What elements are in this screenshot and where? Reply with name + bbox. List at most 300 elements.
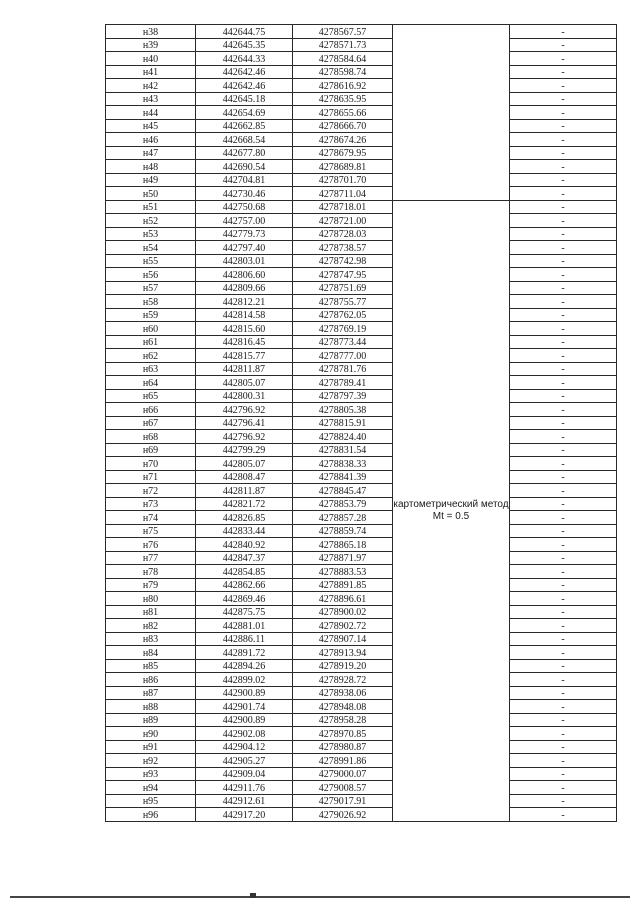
table-row [106, 794, 617, 808]
accuracy-dash-cell: - [510, 403, 617, 417]
x-coordinate-cell: 442796.92 [196, 403, 293, 417]
table-row [106, 740, 617, 754]
y-coordinate-cell: 4278919.20 [293, 659, 393, 673]
table-row [106, 146, 617, 160]
point-name-cell: н96 [106, 808, 196, 822]
y-coordinate-cell: 4278831.54 [293, 443, 393, 457]
y-coordinate-cell: 4278721.00 [293, 214, 393, 228]
point-name-cell: н77 [106, 551, 196, 565]
x-coordinate-cell: 442821.72 [196, 497, 293, 511]
point-name-cell: н52 [106, 214, 196, 228]
y-coordinate-cell: 4278797.39 [293, 389, 393, 403]
y-coordinate-cell: 4278991.86 [293, 754, 393, 768]
x-coordinate-cell: 442811.87 [196, 362, 293, 376]
y-coordinate-cell: 4278679.95 [293, 146, 393, 160]
x-coordinate-cell: 442796.41 [196, 416, 293, 430]
x-coordinate-cell: 442886.11 [196, 632, 293, 646]
x-coordinate-cell: 442847.37 [196, 551, 293, 565]
y-coordinate-cell: 4278751.69 [293, 281, 393, 295]
point-name-cell: н70 [106, 457, 196, 471]
point-name-cell: н67 [106, 416, 196, 430]
y-coordinate-cell: 4278896.61 [293, 592, 393, 606]
y-coordinate-cell: 4278781.76 [293, 362, 393, 376]
y-coordinate-cell: 4278584.64 [293, 52, 393, 66]
y-coordinate-cell: 4279008.57 [293, 781, 393, 795]
x-coordinate-cell: 442815.77 [196, 349, 293, 363]
accuracy-dash-cell: - [510, 619, 617, 633]
x-coordinate-cell: 442654.69 [196, 106, 293, 120]
table-row [106, 700, 617, 714]
table-row [106, 781, 617, 795]
x-coordinate-cell: 442642.46 [196, 79, 293, 93]
y-coordinate-cell: 4279026.92 [293, 808, 393, 822]
accuracy-dash-cell: - [510, 497, 617, 511]
y-coordinate-cell: 4278841.39 [293, 470, 393, 484]
point-name-cell: н83 [106, 632, 196, 646]
point-name-cell: н93 [106, 767, 196, 781]
y-coordinate-cell: 4278871.97 [293, 551, 393, 565]
point-name-cell: н59 [106, 308, 196, 322]
point-name-cell: н65 [106, 389, 196, 403]
table-row [106, 241, 617, 255]
point-name-cell: н64 [106, 376, 196, 390]
page-bottom-rule [10, 896, 630, 898]
table-row [106, 754, 617, 768]
point-name-cell: н39 [106, 38, 196, 52]
coordinates-table [105, 24, 617, 822]
accuracy-dash-cell: - [510, 686, 617, 700]
accuracy-dash-cell: - [510, 52, 617, 66]
accuracy-dash-cell: - [510, 700, 617, 714]
y-coordinate-cell: 4278728.03 [293, 227, 393, 241]
table-row [106, 443, 617, 457]
x-coordinate-cell: 442797.40 [196, 241, 293, 255]
accuracy-dash-cell: - [510, 673, 617, 687]
accuracy-dash-cell: - [510, 146, 617, 160]
method-cell-upper [393, 25, 510, 201]
accuracy-dash-cell: - [510, 457, 617, 471]
method-cell-lower: картометрический метод Mt = 0.5 [393, 200, 510, 821]
accuracy-dash-cell: - [510, 416, 617, 430]
y-coordinate-cell: 4278958.28 [293, 713, 393, 727]
y-coordinate-cell: 4278738.57 [293, 241, 393, 255]
accuracy-dash-cell: - [510, 322, 617, 336]
x-coordinate-cell: 442662.85 [196, 119, 293, 133]
table-row [106, 38, 617, 52]
point-name-cell: н73 [106, 497, 196, 511]
x-coordinate-cell: 442912.61 [196, 794, 293, 808]
point-name-cell: н49 [106, 173, 196, 187]
table-row [106, 551, 617, 565]
table-row [106, 457, 617, 471]
y-coordinate-cell: 4278711.04 [293, 187, 393, 201]
x-coordinate-cell: 442909.04 [196, 767, 293, 781]
table-row [106, 349, 617, 363]
x-coordinate-cell: 442730.46 [196, 187, 293, 201]
x-coordinate-cell: 442690.54 [196, 160, 293, 174]
accuracy-dash-cell: - [510, 362, 617, 376]
x-coordinate-cell: 442677.80 [196, 146, 293, 160]
x-coordinate-cell: 442899.02 [196, 673, 293, 687]
page-bottom-mark [250, 893, 256, 898]
table-row [106, 659, 617, 673]
x-coordinate-cell: 442917.20 [196, 808, 293, 822]
y-coordinate-cell: 4278789.41 [293, 376, 393, 390]
y-coordinate-cell: 4278701.70 [293, 173, 393, 187]
x-coordinate-cell: 442644.75 [196, 25, 293, 39]
accuracy-dash-cell: - [510, 524, 617, 538]
y-coordinate-cell: 4278970.85 [293, 727, 393, 741]
x-coordinate-cell: 442814.58 [196, 308, 293, 322]
y-coordinate-cell: 4278838.33 [293, 457, 393, 471]
accuracy-dash-cell: - [510, 565, 617, 579]
accuracy-dash-cell: - [510, 713, 617, 727]
y-coordinate-cell: 4278913.94 [293, 646, 393, 660]
accuracy-dash-cell: - [510, 740, 617, 754]
x-coordinate-cell: 442645.18 [196, 92, 293, 106]
accuracy-dash-cell: - [510, 227, 617, 241]
x-coordinate-cell: 442799.29 [196, 443, 293, 457]
point-name-cell: н87 [106, 686, 196, 700]
y-coordinate-cell: 4279000.07 [293, 767, 393, 781]
point-name-cell: н56 [106, 268, 196, 282]
x-coordinate-cell: 442869.46 [196, 592, 293, 606]
table-row [106, 173, 617, 187]
accuracy-dash-cell: - [510, 268, 617, 282]
table-row [106, 470, 617, 484]
x-coordinate-cell: 442803.01 [196, 254, 293, 268]
accuracy-dash-cell: - [510, 119, 617, 133]
accuracy-dash-cell: - [510, 38, 617, 52]
y-coordinate-cell: 4278891.85 [293, 578, 393, 592]
point-name-cell: н82 [106, 619, 196, 633]
accuracy-dash-cell: - [510, 646, 617, 660]
table-row [106, 295, 617, 309]
x-coordinate-cell: 442911.76 [196, 781, 293, 795]
table-row [106, 673, 617, 687]
y-coordinate-cell: 4278902.72 [293, 619, 393, 633]
point-name-cell: н81 [106, 605, 196, 619]
point-name-cell: н41 [106, 65, 196, 79]
y-coordinate-cell: 4278907.14 [293, 632, 393, 646]
table-row [106, 281, 617, 295]
y-coordinate-cell: 4278859.74 [293, 524, 393, 538]
y-coordinate-cell: 4278755.77 [293, 295, 393, 309]
y-coordinate-cell: 4278883.53 [293, 565, 393, 579]
point-name-cell: н91 [106, 740, 196, 754]
accuracy-dash-cell: - [510, 754, 617, 768]
y-coordinate-cell: 4278674.26 [293, 133, 393, 147]
point-name-cell: н62 [106, 349, 196, 363]
x-coordinate-cell: 442779.73 [196, 227, 293, 241]
y-coordinate-cell: 4278655.66 [293, 106, 393, 120]
accuracy-dash-cell: - [510, 25, 617, 39]
accuracy-dash-cell: - [510, 470, 617, 484]
point-name-cell: н60 [106, 322, 196, 336]
x-coordinate-cell: 442875.75 [196, 605, 293, 619]
accuracy-dash-cell: - [510, 430, 617, 444]
table-row [106, 106, 617, 120]
table-row [106, 686, 617, 700]
x-coordinate-cell: 442668.54 [196, 133, 293, 147]
y-coordinate-cell: 4278689.81 [293, 160, 393, 174]
accuracy-dash-cell: - [510, 349, 617, 363]
table-row [106, 767, 617, 781]
accuracy-dash-cell: - [510, 484, 617, 498]
y-coordinate-cell: 4278900.02 [293, 605, 393, 619]
x-coordinate-cell: 442862.66 [196, 578, 293, 592]
point-name-cell: н57 [106, 281, 196, 295]
y-coordinate-cell: 4278718.01 [293, 200, 393, 214]
table-row [106, 646, 617, 660]
point-name-cell: н63 [106, 362, 196, 376]
y-coordinate-cell: 4278571.73 [293, 38, 393, 52]
point-name-cell: н42 [106, 79, 196, 93]
x-coordinate-cell: 442826.85 [196, 511, 293, 525]
x-coordinate-cell: 442645.35 [196, 38, 293, 52]
accuracy-dash-cell: - [510, 632, 617, 646]
point-name-cell: н88 [106, 700, 196, 714]
point-name-cell: н46 [106, 133, 196, 147]
table-row [106, 484, 617, 498]
table-row [106, 565, 617, 579]
table-row [106, 592, 617, 606]
x-coordinate-cell: 442809.66 [196, 281, 293, 295]
accuracy-dash-cell: - [510, 187, 617, 201]
point-name-cell: н75 [106, 524, 196, 538]
x-coordinate-cell: 442905.27 [196, 754, 293, 768]
y-coordinate-cell: 4278948.08 [293, 700, 393, 714]
accuracy-dash-cell: - [510, 781, 617, 795]
x-coordinate-cell: 442704.81 [196, 173, 293, 187]
y-coordinate-cell: 4278845.47 [293, 484, 393, 498]
accuracy-dash-cell: - [510, 133, 617, 147]
table-row [106, 65, 617, 79]
table-row [106, 335, 617, 349]
table-row [106, 133, 617, 147]
accuracy-dash-cell: - [510, 173, 617, 187]
point-name-cell: н74 [106, 511, 196, 525]
x-coordinate-cell: 442757.00 [196, 214, 293, 228]
point-name-cell: н38 [106, 25, 196, 39]
table-row [106, 25, 617, 39]
table-row [106, 52, 617, 66]
accuracy-dash-cell: - [510, 106, 617, 120]
point-name-cell: н90 [106, 727, 196, 741]
point-name-cell: н54 [106, 241, 196, 255]
table-row [106, 605, 617, 619]
point-name-cell: н89 [106, 713, 196, 727]
point-name-cell: н51 [106, 200, 196, 214]
table-row [106, 511, 617, 525]
y-coordinate-cell: 4278762.05 [293, 308, 393, 322]
point-name-cell: н58 [106, 295, 196, 309]
point-name-cell: н76 [106, 538, 196, 552]
y-coordinate-cell: 4278980.87 [293, 740, 393, 754]
point-name-cell: н43 [106, 92, 196, 106]
table-row [106, 227, 617, 241]
x-coordinate-cell: 442904.12 [196, 740, 293, 754]
y-coordinate-cell: 4278815.91 [293, 416, 393, 430]
table-row [106, 632, 617, 646]
table-row [106, 119, 617, 133]
accuracy-dash-cell: - [510, 160, 617, 174]
y-coordinate-cell: 4278824.40 [293, 430, 393, 444]
accuracy-dash-cell: - [510, 808, 617, 822]
point-name-cell: н84 [106, 646, 196, 660]
point-name-cell: н78 [106, 565, 196, 579]
x-coordinate-cell: 442901.74 [196, 700, 293, 714]
table-row [106, 214, 617, 228]
table-row [106, 200, 617, 214]
x-coordinate-cell: 442900.89 [196, 686, 293, 700]
table-row [106, 416, 617, 430]
y-coordinate-cell: 4278938.06 [293, 686, 393, 700]
accuracy-dash-cell: - [510, 241, 617, 255]
accuracy-dash-cell: - [510, 767, 617, 781]
table-row [106, 389, 617, 403]
x-coordinate-cell: 442805.07 [196, 376, 293, 390]
table-row [106, 79, 617, 93]
y-coordinate-cell: 4278747.95 [293, 268, 393, 282]
point-name-cell: н47 [106, 146, 196, 160]
accuracy-dash-cell: - [510, 551, 617, 565]
table-row [106, 254, 617, 268]
table-row [106, 160, 617, 174]
accuracy-dash-cell: - [510, 578, 617, 592]
y-coordinate-cell: 4278635.95 [293, 92, 393, 106]
x-coordinate-cell: 442806.60 [196, 268, 293, 282]
table-row [106, 92, 617, 106]
x-coordinate-cell: 442891.72 [196, 646, 293, 660]
accuracy-dash-cell: - [510, 92, 617, 106]
table-row [106, 187, 617, 201]
accuracy-dash-cell: - [510, 538, 617, 552]
accuracy-dash-cell: - [510, 335, 617, 349]
accuracy-dash-cell: - [510, 65, 617, 79]
x-coordinate-cell: 442800.31 [196, 389, 293, 403]
x-coordinate-cell: 442854.85 [196, 565, 293, 579]
x-coordinate-cell: 442796.92 [196, 430, 293, 444]
accuracy-dash-cell: - [510, 727, 617, 741]
y-coordinate-cell: 4278598.74 [293, 65, 393, 79]
x-coordinate-cell: 442815.60 [196, 322, 293, 336]
accuracy-dash-cell: - [510, 443, 617, 457]
y-coordinate-cell: 4278567.57 [293, 25, 393, 39]
y-coordinate-cell: 4278773.44 [293, 335, 393, 349]
point-name-cell: н95 [106, 794, 196, 808]
point-name-cell: н94 [106, 781, 196, 795]
y-coordinate-cell: 4278769.19 [293, 322, 393, 336]
point-name-cell: н48 [106, 160, 196, 174]
point-name-cell: н71 [106, 470, 196, 484]
point-name-cell: н72 [106, 484, 196, 498]
y-coordinate-cell: 4278777.00 [293, 349, 393, 363]
coordinates-table-body [106, 25, 617, 822]
table-row [106, 403, 617, 417]
table-row [106, 362, 617, 376]
point-name-cell: н80 [106, 592, 196, 606]
point-name-cell: н44 [106, 106, 196, 120]
accuracy-dash-cell: - [510, 605, 617, 619]
x-coordinate-cell: 442644.33 [196, 52, 293, 66]
point-name-cell: н50 [106, 187, 196, 201]
accuracy-dash-cell: - [510, 308, 617, 322]
x-coordinate-cell: 442833.44 [196, 524, 293, 538]
point-name-cell: н55 [106, 254, 196, 268]
point-name-cell: н45 [106, 119, 196, 133]
y-coordinate-cell: 4279017.91 [293, 794, 393, 808]
y-coordinate-cell: 4278928.72 [293, 673, 393, 687]
table-row [106, 578, 617, 592]
y-coordinate-cell: 4278666.70 [293, 119, 393, 133]
y-coordinate-cell: 4278805.38 [293, 403, 393, 417]
y-coordinate-cell: 4278742.98 [293, 254, 393, 268]
x-coordinate-cell: 442811.87 [196, 484, 293, 498]
table-row [106, 808, 617, 822]
x-coordinate-cell: 442902.08 [196, 727, 293, 741]
point-name-cell: н69 [106, 443, 196, 457]
y-coordinate-cell: 4278857.28 [293, 511, 393, 525]
accuracy-dash-cell: - [510, 592, 617, 606]
accuracy-dash-cell: - [510, 79, 617, 93]
accuracy-dash-cell: - [510, 389, 617, 403]
x-coordinate-cell: 442840.92 [196, 538, 293, 552]
y-coordinate-cell: 4278616.92 [293, 79, 393, 93]
x-coordinate-cell: 442805.07 [196, 457, 293, 471]
table-row [106, 497, 617, 511]
point-name-cell: н79 [106, 578, 196, 592]
point-name-cell: н86 [106, 673, 196, 687]
point-name-cell: н68 [106, 430, 196, 444]
point-name-cell: н92 [106, 754, 196, 768]
accuracy-dash-cell: - [510, 200, 617, 214]
table-row [106, 538, 617, 552]
point-name-cell: н66 [106, 403, 196, 417]
table-row [106, 322, 617, 336]
table-row [106, 713, 617, 727]
y-coordinate-cell: 4278853.79 [293, 497, 393, 511]
x-coordinate-cell: 442900.89 [196, 713, 293, 727]
point-name-cell: н61 [106, 335, 196, 349]
accuracy-dash-cell: - [510, 376, 617, 390]
x-coordinate-cell: 442894.26 [196, 659, 293, 673]
accuracy-dash-cell: - [510, 659, 617, 673]
x-coordinate-cell: 442808.47 [196, 470, 293, 484]
x-coordinate-cell: 442642.46 [196, 65, 293, 79]
x-coordinate-cell: 442881.01 [196, 619, 293, 633]
accuracy-dash-cell: - [510, 511, 617, 525]
point-name-cell: н40 [106, 52, 196, 66]
table-row [106, 619, 617, 633]
y-coordinate-cell: 4278865.18 [293, 538, 393, 552]
table-row [106, 376, 617, 390]
table-row [106, 308, 617, 322]
point-name-cell: н85 [106, 659, 196, 673]
accuracy-dash-cell: - [510, 295, 617, 309]
x-coordinate-cell: 442812.21 [196, 295, 293, 309]
table-row [106, 268, 617, 282]
accuracy-dash-cell: - [510, 794, 617, 808]
table-row [106, 430, 617, 444]
x-coordinate-cell: 442816.45 [196, 335, 293, 349]
accuracy-dash-cell: - [510, 254, 617, 268]
point-name-cell: н53 [106, 227, 196, 241]
table-row [106, 524, 617, 538]
x-coordinate-cell: 442750.68 [196, 200, 293, 214]
table-row [106, 727, 617, 741]
accuracy-dash-cell: - [510, 214, 617, 228]
